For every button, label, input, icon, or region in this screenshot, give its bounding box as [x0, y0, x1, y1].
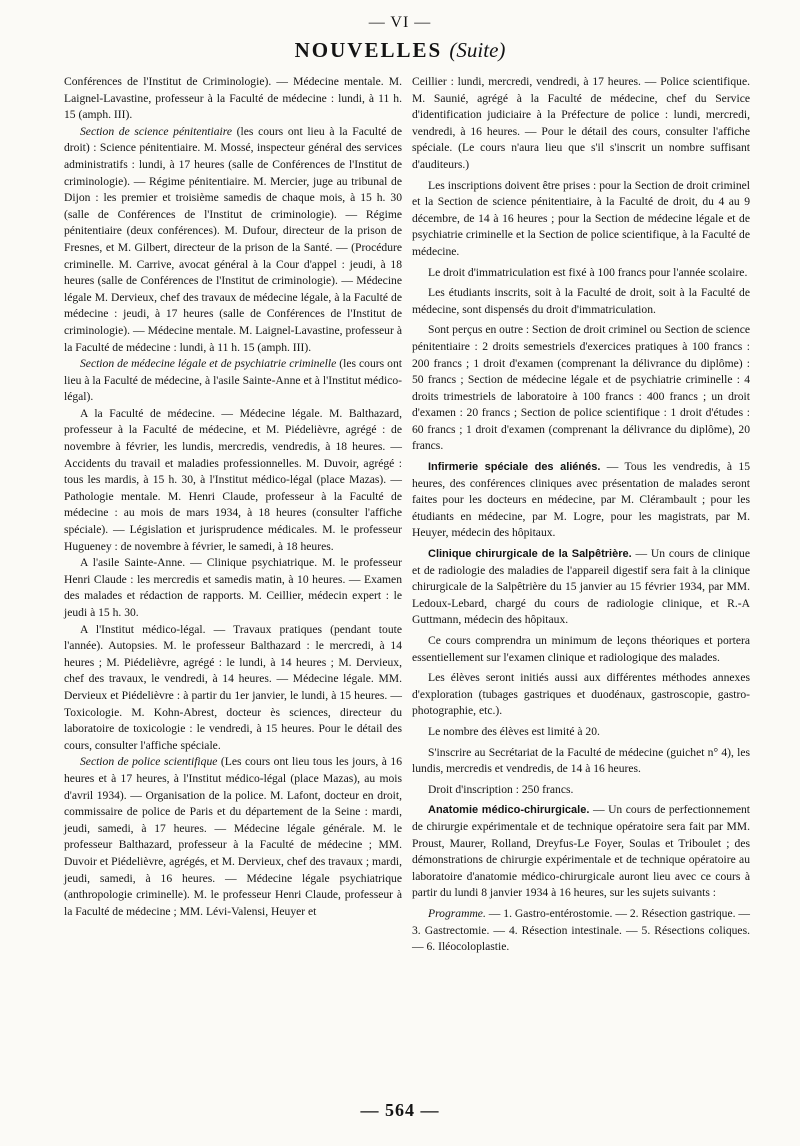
section-title: Section de science pénitentiaire — [80, 124, 232, 138]
paragraph-body: — Un cours de clinique et de radiologie des maladies de l'appareil digestif sera fait à la clinique chirurgicale de la Salpêtrière du 15 janvier au 15 février 1934, par MM. Ledoux-Lebard, chargé du cours de radiologie clinique, et R.-A Guttmann, médecin des hôpitaux. — [412, 547, 750, 627]
paragraph: Ce cours comprendra un minimum de leçons théoriques et portera essentiellement sur l'examen clinique et radiologique des malades. — [412, 634, 750, 664]
paragraph-body: — 1. Gastro-entérostomie. — 2. Résection gastrique. — 3. Gastrectomie. — 4. Résection intestinale. — 5. Résections coliques. — 6. Iléocoloplastie. — [412, 906, 750, 954]
paragraph — [412, 546, 750, 629]
paragraph: Ceillier : lundi, mercredi, vendredi, à 17 heures. — Police scientifique. M. Saunié, agrégé à la Faculté de médecine, chef du Service d'identification judiciaire à la Préfecture de police : lundi, mercredi, vendredi, à 16 heures. — Pour le détail des cours, consulter l'affiche spéciale. (Le cours n'aura lieu que s'il s'inscrit un nombre suffisant d'auditeurs.) — [412, 75, 750, 171]
paragraph: A l'Institut médico-légal. — Travaux pratiques (pendant toute l'année). Autopsies. M. le professeur Balthazard : le mercredi, à 14 heures ; M. Piédelièvre, agrégé : le lundi, à 14 heures ; M. Dervieux, chef des travaux, le vendredi, à 14 heures. — Médecine légale. MM. Dervieux et Piédelièvre : à partir du 1er janvier, le lundi, à 15 heures. — Toxicologie. M. Kohn-Abrest, docteur ès sciences, directeur du laboratoire de toxicologie : le vendredi, à 15 heures. Pour le détail des cours, consulter l'affiche spéciale. — [64, 622, 402, 752]
paragraph-body: (les cours ont lieu à la Faculté de droit) : Science pénitentiaire. M. Mossé, inspecteur général des services administratifs : lundi, à 17 heures (salle de Conférences de l'Institut de criminologie). — Régime pénitentiaire. M. Mercier, juge au tribunal de Dijon : les premier et troisième samedis de chaque mois, à 15 h. 30 (salle de Conférences de l'Institut de criminologie). — Régime pénitentiaire (deux conférences). M. Dufour, directeur de la prison de Fresnes, et M. Gilbert, directeur de la prison de la Santé. — (Procédure criminelle. M. Carrive, avocat général à la Cour d'appel : jeudi, à 18 heures (salle de Conférences de l'Institut de criminologie). — Médecine légale M. Dervieux, chef des travaux de médecine légale, à la Faculté de médecine : jeudi, à 17 heures (salle de Conférences de l'Institut de criminologie). — Médecine mentale. M. Laignel-Lavastine, professeur à la Faculté de médecine : lundi, à 11 h. 15 (amph. III). — [64, 124, 402, 354]
section-title: Clinique chirurgicale de la Salpêtrière. — [428, 548, 632, 561]
paragraph: Le nombre des élèves est limité à 20. — [428, 724, 600, 738]
paragraph — [412, 802, 750, 902]
paragraph — [412, 906, 750, 956]
paragraph — [64, 124, 402, 356]
paragraph: Conférences de l'Institut de Criminologie). — Médecine mentale. M. Laignel-Lavastine, professeur à la Faculté de médecine : lundi, à 11 h. 15 (amph. III). — [64, 75, 402, 122]
left-column — [64, 74, 402, 920]
paragraph: Les inscriptions doivent être prises : pour la Section de droit criminel et la Section de science pénitentiaire, à la Faculté de droit, du 4 au 9 décembre, de 14 à 16 heures ; pour la Section de médecine légale et de psychiatrie criminelle et la Section de police scientifique, à la Faculté de médecine. — [412, 178, 750, 258]
paragraph-body: — Un cours de perfectionnement de chirurgie expérimentale et de technique opératoire sera fait par MM. Proust, Maurer, Rolland, Dreyfus-Le Foyer, Soulas et Triboulet ; des démonstrations de chirurgie expérimentale et de technique opératoire au laboratoire d'anatomie médico-chirurgicale auront lieu avec ce cours à partir du lundi 8 janvier 1934 à 16 heures, sur les sujets suivants : — [412, 803, 750, 900]
paragraph: Sont perçus en outre : Section de droit criminel ou Section de science pénitentiaire : 2 droits semestriels d'exercices pratiques à 100 francs : 200 francs ; 1 droit d'examen (comprenant la délivrance du diplôme) : 50 francs ; Section de médecine légale et de psychiatrie criminelle : 4 droits trimestriels de laboratoire à 100 francs : 400 francs ; un droit d'examen : 20 francs ; Section de police scientifique : 1 droit d'études : 60 francs ; 1 droit d'examen (comprenant la délivrance du diplôme), 20 francs. — [412, 323, 750, 453]
page-title-main: NOUVELLES — [294, 38, 443, 62]
page-number: — 564 — — [360, 1100, 440, 1120]
paragraph: Droit d'inscription : 250 francs. — [428, 782, 574, 796]
paragraph — [412, 459, 750, 542]
paragraph — [64, 754, 402, 920]
paragraph — [64, 356, 402, 406]
paragraph-body: — Tous les vendredis, à 15 heures, des conférences cliniques avec présentation de malades seront faites pour les docteurs en médecine, par M. Clérambault ; pour les étudiants en médecine, par M. Logre, pour les magistrats, par M. Heuyer, médecin des hôpitaux. — [412, 460, 750, 540]
right-column — [412, 74, 750, 956]
paragraph: S'inscrire au Secrétariat de la Faculté de médecine (guichet n° 4), les lundis, mercredis et vendredis, de 14 à 16 heures. — [412, 745, 750, 776]
section-title: Infirmerie spéciale des aliénés. — [428, 461, 601, 474]
paragraph-body: (Les cours ont lieu tous les jours, à 16 heures et à 17 heures, à l'Institut médico-légal (place Mazas), au mois d'avril 1934). — Organisation de la police. M. Lafont, docteur en droit, commissaire de police de Paris et du département de la Seine : mardi, jeudi, samedi, à 17 heures. — Médecine légale générale. M. le professeur Balthazard, professeur à la Faculté de médecine ; MM. Duvoir et Piédelièvre, agrégés, et M. Dervieux, chef des travaux ; mardi, jeudi, samedi, à 16 heures. — Médecine légale psychiatrique (anthropologie criminelle). M. le professeur Henri Claude, professeur à la Faculté de médecine ; MM. Lévi-Valensi, Heuyer et — [64, 755, 403, 918]
paragraph-body: (les cours ont lieu à la Faculté de médecine, à l'asile Sainte-Anne et à l'Institut médico-légal). — [64, 357, 402, 404]
paragraph: A la Faculté de médecine. — Médecine légale. M. Balthazard, professeur à la Faculté de médecine, et M. Piédelièvre, agrégé : de novembre à février, les lundis, mercredis, vendredis, à 18 heures. — Accidents du travail et maladies professionnelles. M. Duvoir, agrégé : tous les mardis, à 15 h. 30, à l'Institut médico-légal (place Mazas). — Pathologie mentale. M. Henri Claude, professeur à la Faculté de médecine : au mois de mars 1934, à 18 heures (consulter l'affiche spéciale). — Législation et jurisprudence médicales. M. le professeur Hugueney : de novembre à février, le samedi, à 18 heures. — [64, 406, 402, 553]
paragraph: Le droit d'immatriculation est fixé à 100 francs pour l'année scolaire. — [428, 265, 748, 279]
page-title — [0, 38, 800, 63]
paragraph: A l'asile Sainte-Anne. — Clinique psychiatrique. M. le professeur Henri Claude : les mercredis et samedis matin, à 10 heures. — Examen des malades et rédaction de rapports. M. Ceillier, médecin expert : le jeudi à 15 h. 30. — [64, 556, 402, 619]
running-head-roman: — VI — — [368, 14, 432, 31]
paragraph: Les élèves seront initiés aussi aux différentes méthodes annexes d'exploration (tubages gastriques et duodénaux, gastroscopie, gastro-photographie, etc.). — [412, 671, 750, 718]
paragraph: Les étudiants inscrits, soit à la Faculté de droit, soit à la Faculté de médecine, sont dispensés du droit d'immatriculation. — [412, 286, 750, 316]
section-title: Section de médecine légale et de psychiatrie criminelle — [80, 357, 337, 371]
page-title-suffix: (Suite) — [449, 38, 506, 62]
section-title: Section de police scientifique — [80, 755, 218, 769]
section-title: Programme. — [428, 906, 486, 920]
section-title: Anatomie médico-chirurgicale. — [428, 804, 590, 817]
